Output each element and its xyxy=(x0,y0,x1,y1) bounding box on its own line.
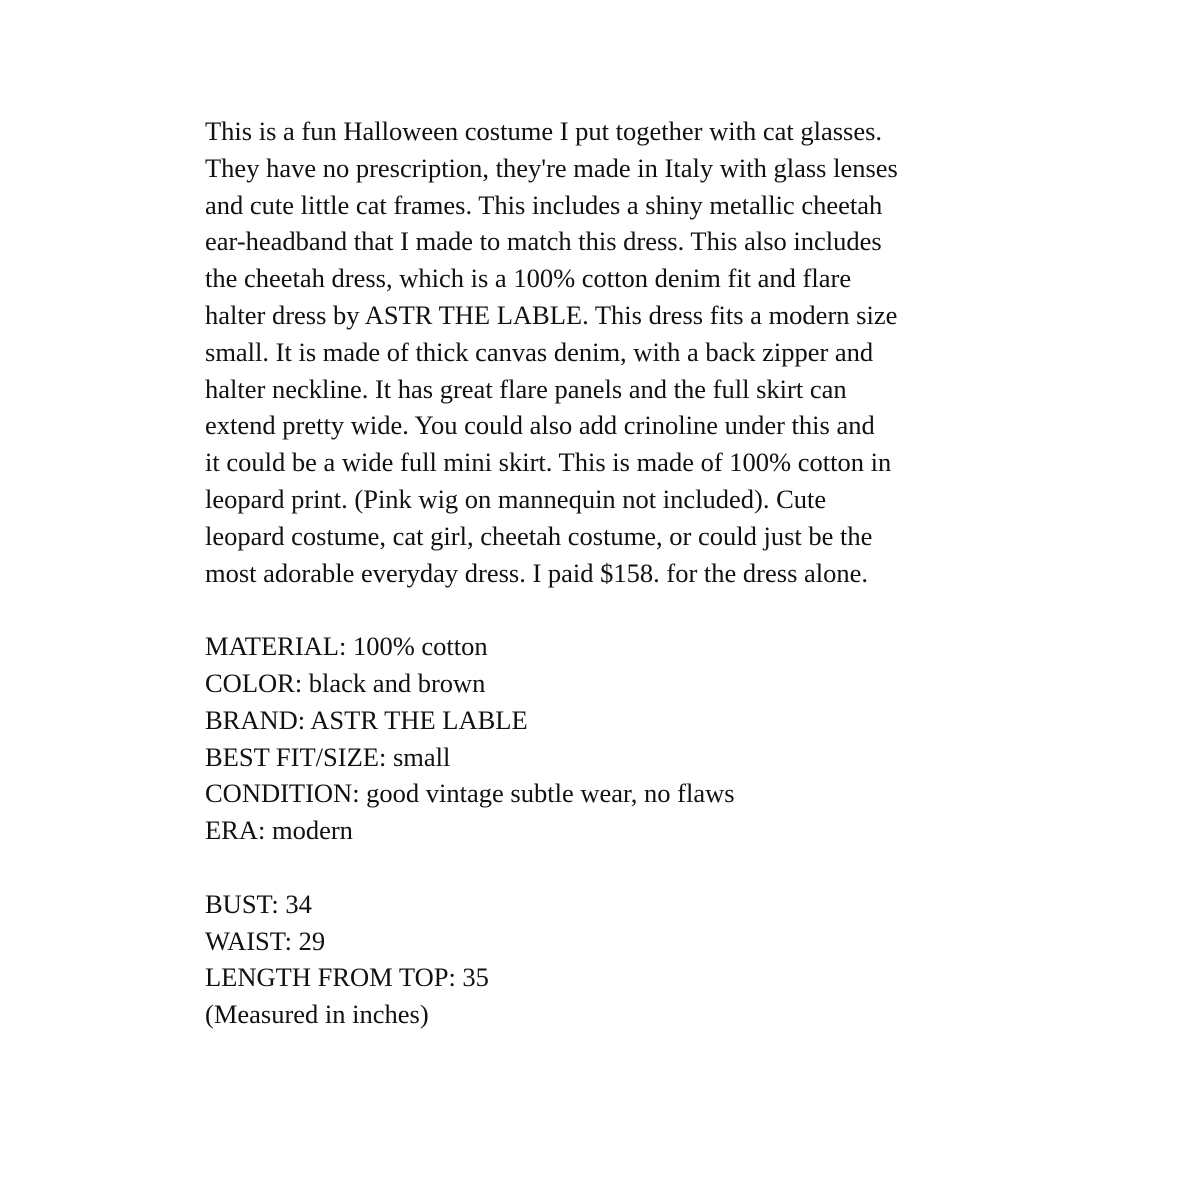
detail-color: COLOR: black and brown xyxy=(205,667,486,698)
detail-fit: BEST FIT/SIZE: small xyxy=(205,741,451,772)
paragraph-spacer xyxy=(205,591,1005,628)
description-line: leopard costume, cat girl, cheetah costume, or could just be the xyxy=(205,520,873,551)
description-line: ear-headband that I made to match this dress. This also includes xyxy=(205,226,882,257)
description-line: This is a fun Halloween costume I put together with cat glasses. xyxy=(205,116,883,146)
detail-material: MATERIAL: 100% cotton xyxy=(205,631,488,662)
detail-era: ERA: modern xyxy=(205,815,353,846)
description-line: halter neckline. It has great flare panels and the full skirt can xyxy=(205,373,847,404)
paragraph-spacer xyxy=(205,849,1005,886)
detail-brand: BRAND: ASTR THE LABLE xyxy=(205,704,528,735)
description-line: and cute little cat frames. This includes a shiny metallic cheetah xyxy=(205,189,883,220)
description-line: it could be a wide full mini skirt. This is made of 100% cotton in xyxy=(205,447,892,478)
measurement-waist: WAIST: 29 xyxy=(205,925,326,956)
description-line: most adorable everyday dress. I paid $158. for the dress alone. xyxy=(205,557,869,588)
listing-description xyxy=(205,113,1005,1033)
description-line: leopard print. (Pink wig on mannequin not included). Cute xyxy=(205,483,827,514)
measurements-list xyxy=(205,886,1005,1033)
details-list xyxy=(205,628,1005,849)
measurement-unit-note: (Measured in inches) xyxy=(205,999,429,1030)
description-line: They have no prescription, they're made in Italy with glass lenses xyxy=(205,152,898,183)
measurement-bust: BUST: 34 xyxy=(205,888,312,919)
detail-condition: CONDITION: good vintage subtle wear, no flaws xyxy=(205,778,735,809)
description-line: extend pretty wide. You could also add crinoline under this and xyxy=(205,410,875,441)
description-paragraph xyxy=(205,113,1005,591)
measurement-length: LENGTH FROM TOP: 35 xyxy=(205,962,489,993)
description-line: the cheetah dress, which is a 100% cotton denim fit and flare xyxy=(205,263,852,294)
description-line: halter dress by ASTR THE LABLE. This dress fits a modern size xyxy=(205,299,898,330)
description-line: small. It is made of thick canvas denim, with a back zipper and xyxy=(205,336,874,367)
